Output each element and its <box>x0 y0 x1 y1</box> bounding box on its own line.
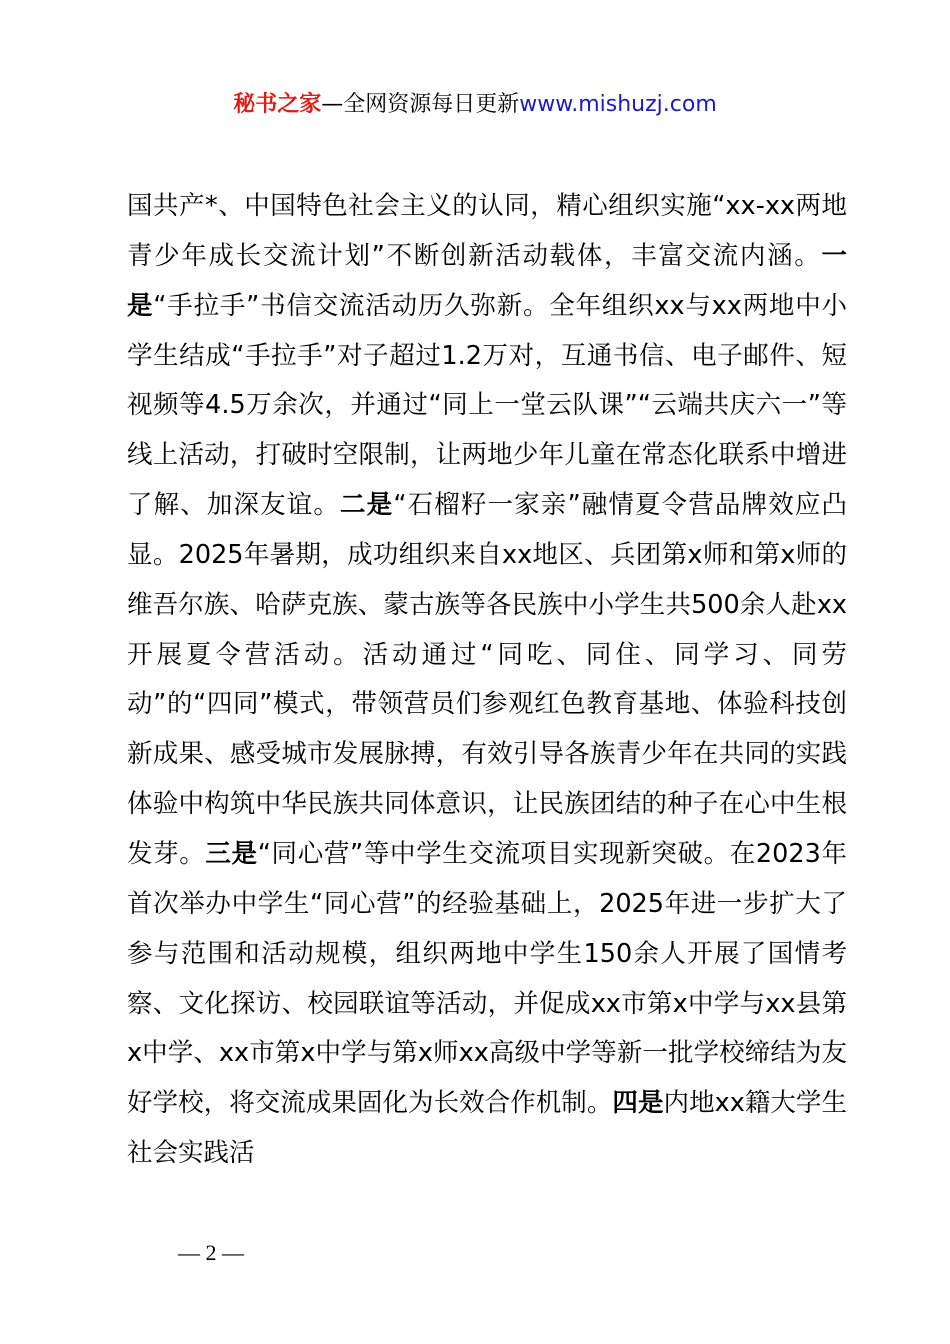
site-header <box>0 88 950 122</box>
bold-item-label: 三是 <box>205 838 258 869</box>
page-number: — 2 — <box>178 1240 244 1265</box>
text-segment: 国共产*、中国特色社会主义的认同，精心组织实施“xx-xx两地青少年成长交流计划”不断创新活动载体，丰富交流内涵。 <box>127 191 847 271</box>
text-segment: “手拉手”书信交流活动历久弥新。全年组织xx与xx两地中小学生结成“手拉手”对子超过1.2万对，互通书信、电子邮件、短视频等4.5万余次，并通过“同上一堂云队课”“云端共庆六一”等线上活动，打破时空限制，让两地少年儿童在常态化联系中增进了解、加深友谊。 <box>127 290 847 521</box>
bold-item-label: 二是 <box>340 490 394 521</box>
bold-item-label: 四是 <box>612 1088 664 1119</box>
text-segment: 内地xx籍大学生社会实践活 <box>127 1088 847 1169</box>
site-slogan: —全网资源每日更新 <box>321 92 520 117</box>
text-segment: “同心营”等中学生交流项目实现新突破。在2023年首次举办中学生“同心营”的经验基础上，2025年进一步扩大了参与范围和活动规模，组织两地中学生150余人开展了国情考察、文化探访、校园联谊等活动，并促成xx市第x中学与xx县第x中学、xx市第x中学与第x师xx高级中学等新一批学校缔结为友好学校，将交流成果固化为长效合作机制。 <box>127 838 847 1119</box>
site-brand-name: 秘书之家 <box>233 92 322 117</box>
bold-item-label: 一是 <box>127 240 847 321</box>
site-url-link[interactable]: www.mishuzj.com <box>519 92 717 117</box>
body-paragraph <box>127 182 847 1179</box>
text-segment: “石榴籽一家亲”融情夏令营品牌效应凸显。2025年暑期，成功组织来自xx地区、兵团第x师和第x师的维吾尔族、哈萨克族、蒙古族等各民族中小学生共500余人赴xx开展夏令营活动。活动通过“同吃、同住、同学习、同劳动”的“四同”模式，带领营员们参观红色教育基地、体验科技创新成果、感受城市发展脉搏，有效引导各族青少年在共同的实践体验中构筑中华民族共同体意识，让民族团结的种子在心中生根发芽。 <box>127 490 847 869</box>
